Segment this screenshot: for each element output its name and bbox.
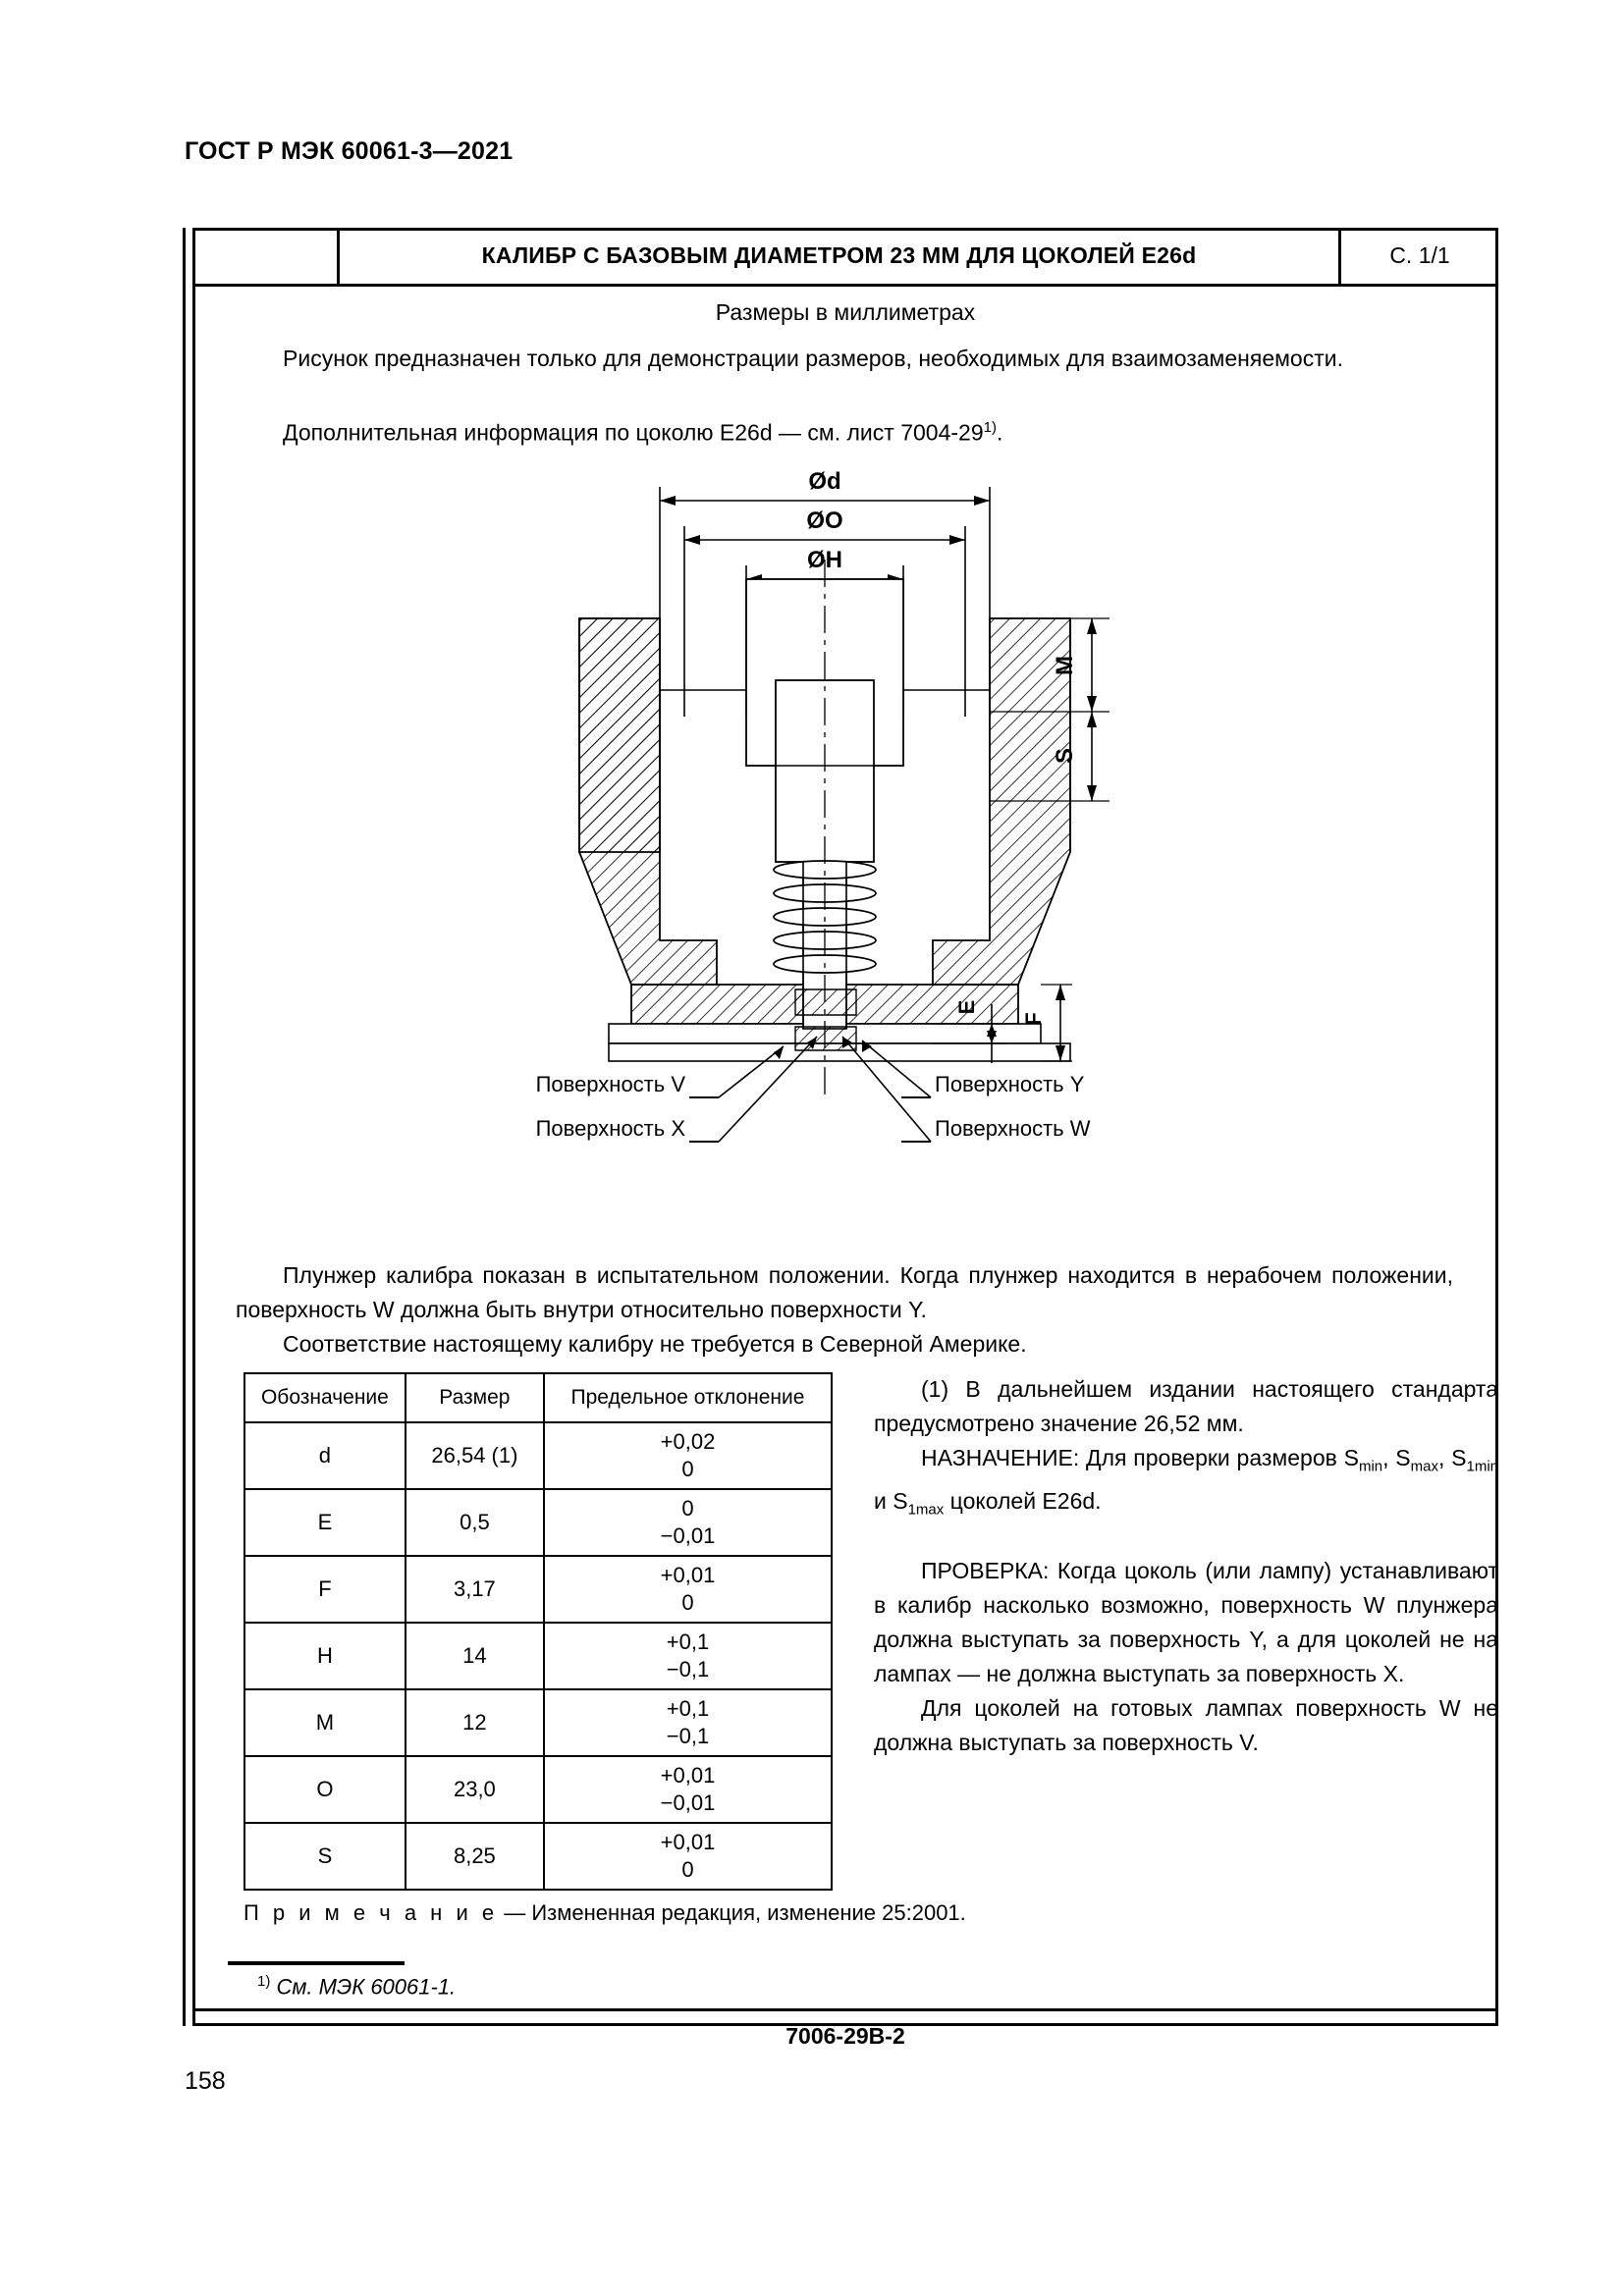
sheet-page-indicator: С. 1/1 [1389, 242, 1450, 268]
purpose-text-c: , S [1437, 1445, 1467, 1470]
tolerance-lower: −0,1 [666, 1657, 710, 1682]
paragraph-plunger-position: Плунжер калибра показан в испытательном положении. Когда плунжер находится в нерабочем положении, поверхность W должна быть внутри относительно поверхности Y. [236, 1262, 1453, 1322]
editorial-note [244, 1900, 1461, 1926]
check-paragraph [874, 1554, 1498, 1691]
tolerance-lower: 0 [681, 1457, 694, 1481]
svg-text:ØH: ØH [807, 547, 842, 573]
cell-tolerance [544, 1489, 832, 1556]
svg-text:Поверхность V: Поверхность V [535, 1072, 685, 1096]
cell-symbol: H [244, 1623, 406, 1689]
page-number: 158 [185, 2067, 226, 2095]
table-row [244, 1422, 832, 1489]
additional-info-text: Дополнительная информация по цоколю E26d — см. лист 7004-29 [283, 419, 984, 446]
tolerance-upper: +0,01 [660, 1830, 716, 1854]
cell-symbol: F [244, 1556, 406, 1623]
purpose-label: НАЗНАЧЕНИЕ: [921, 1445, 1080, 1470]
svg-text:Ød: Ød [808, 469, 841, 495]
purpose-text-a: Для проверки размеров S [1079, 1445, 1359, 1470]
cell-size: 26,54 (1) [406, 1422, 544, 1489]
tolerance-upper: +0,01 [660, 1563, 716, 1587]
note-future-edition: (1) В дальнейшем издании настоящего стандарта предусмотрено значение 26,52 мм. [874, 1376, 1498, 1436]
sheet-number-footer: 7006-29В-2 [192, 2008, 1498, 2061]
cell-symbol: O [244, 1756, 406, 1823]
cell-tolerance [544, 1623, 832, 1689]
check-text: Когда цоколь (или лампу) устанавливают в калибр насколько возможно, поверхность W плунжера должна выступать за поверхность Y, а для цоколей не на лампах — не должна выступать за поверхность X. [874, 1558, 1498, 1687]
footnote [257, 1973, 456, 2000]
cell-size: 12 [406, 1689, 544, 1756]
running-head: ГОСТ Р МЭК 60061-3—2021 [185, 137, 514, 165]
tolerance-upper: +0,1 [666, 1696, 710, 1721]
table-row [244, 1556, 832, 1623]
cell-tolerance [544, 1422, 832, 1489]
purpose-paragraph [874, 1441, 1498, 1526]
svg-text:Поверхность X: Поверхность X [535, 1116, 685, 1141]
purpose-text-b: , S [1382, 1445, 1411, 1470]
header-symbol: Обозначение [244, 1373, 406, 1422]
footnote-marker: 1) [257, 1973, 271, 1990]
paragraph-interchangeability: Рисунок предназначен только для демонстрации размеров, необходимых для взаимозаменяемости. [283, 346, 1343, 371]
final-paragraph: Для цоколей на готовых лампах поверхность W не должна выступать за поверхность V. [874, 1695, 1498, 1756]
gauge-cross-section-drawing [471, 469, 1178, 1245]
tolerance-lower: 0 [681, 1590, 694, 1615]
note-label: П р и м е ч а н и е [244, 1900, 499, 1925]
dimension-table [244, 1372, 833, 1891]
cell-tolerance [544, 1689, 832, 1756]
cell-tolerance [544, 1556, 832, 1623]
cell-size: 3,17 [406, 1556, 544, 1623]
cell-tolerance [544, 1756, 832, 1823]
cell-size: 14 [406, 1623, 544, 1689]
purpose-text-e: цоколей E26d. [944, 1487, 1102, 1514]
tolerance-lower: −0,01 [660, 1790, 716, 1815]
sheet-title: КАЛИБР С БАЗОВЫМ ДИАМЕТРОМ 23 ММ ДЛЯ ЦОКОЛЕЙ E26d [340, 228, 1341, 284]
svg-text:E: E [954, 999, 979, 1015]
cell-symbol: E [244, 1489, 406, 1556]
cell-size: 8,25 [406, 1823, 544, 1890]
purpose-sub-b: max [1410, 1458, 1438, 1475]
cell-tolerance [544, 1823, 832, 1890]
table-row [244, 1756, 832, 1823]
tolerance-lower: 0 [681, 1857, 694, 1882]
svg-text:Поверхность Y: Поверхность Y [935, 1072, 1085, 1096]
table-header-row [244, 1373, 832, 1422]
table-row [244, 1623, 832, 1689]
purpose-text-d: и S [874, 1487, 908, 1514]
right-text-column [874, 1372, 1498, 1760]
header-size: Размер [406, 1373, 544, 1422]
paragraph-additional-info [236, 410, 1453, 451]
tolerance-lower: −0,1 [666, 1724, 710, 1748]
tolerance-upper: +0,1 [666, 1629, 710, 1654]
cell-symbol: d [244, 1422, 406, 1489]
svg-text:M: M [1052, 656, 1078, 675]
tolerance-upper: +0,01 [660, 1763, 716, 1788]
tolerance-lower: −0,01 [660, 1523, 716, 1548]
svg-text:Поверхность W: Поверхность W [935, 1116, 1091, 1141]
table-row [244, 1689, 832, 1756]
additional-info-period: . [996, 419, 1003, 446]
header-tolerance: Предельное отклонение [544, 1373, 832, 1422]
note-text: — Измененная редакция, изменение 25:2001. [498, 1900, 966, 1925]
svg-text:ØO: ØO [806, 507, 843, 534]
footnote-rule [228, 1961, 405, 1965]
svg-text:S: S [1052, 747, 1078, 765]
purpose-sub-c: 1min [1466, 1458, 1499, 1475]
sheet-title-bar [192, 228, 1498, 287]
tolerance-upper: 0 [681, 1496, 694, 1521]
purpose-sub-a: min [1358, 1458, 1383, 1475]
cell-symbol: M [244, 1689, 406, 1756]
paragraph-north-america: Соответствие настоящему калибру не требуется в Северной Америке. [283, 1331, 1027, 1357]
check-label: ПРОВЕРКА: [921, 1558, 1050, 1584]
title-bar-left-cell [192, 228, 340, 284]
units-line: Размеры в миллиметрах [715, 299, 976, 325]
cell-symbol: S [244, 1823, 406, 1890]
footnote-marker-inline: 1) [983, 419, 997, 436]
svg-text:F: F [1021, 1012, 1046, 1026]
footnote-text: См. МЭК 60061-1. [270, 1974, 457, 2000]
tolerance-upper: +0,02 [660, 1429, 716, 1454]
table-row [244, 1823, 832, 1890]
table-row [244, 1489, 832, 1556]
cell-size: 23,0 [406, 1756, 544, 1823]
purpose-sub-d: 1max [907, 1501, 945, 1519]
cell-size: 0,5 [406, 1489, 544, 1556]
